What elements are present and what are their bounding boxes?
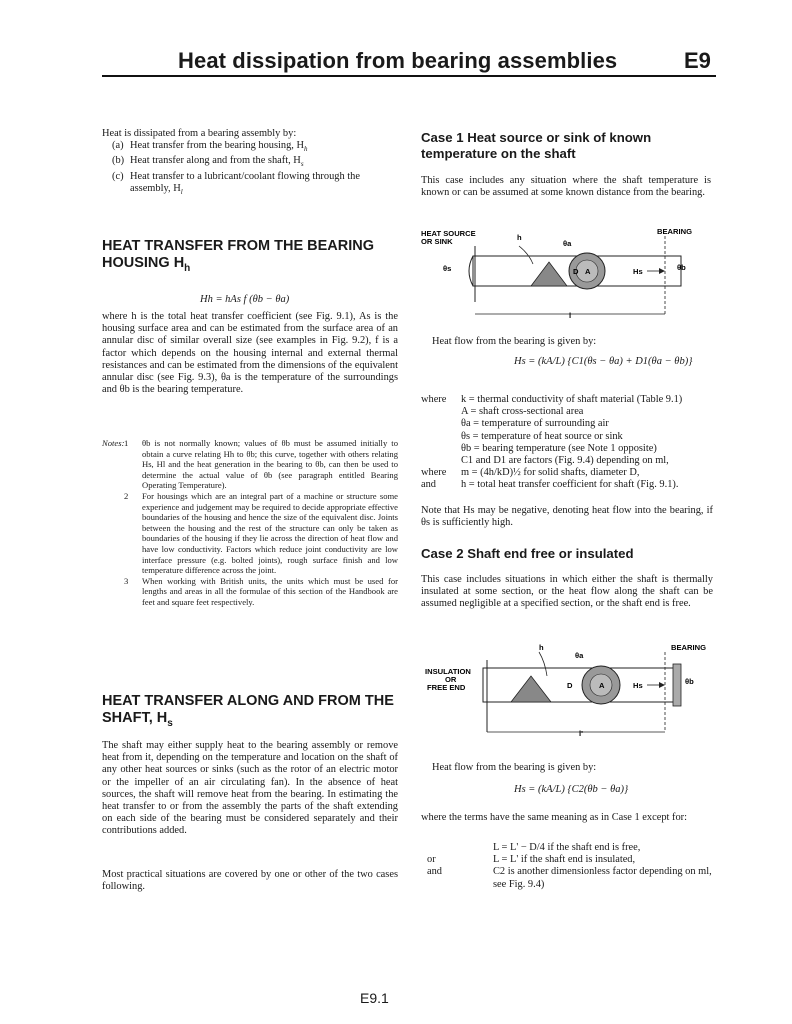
section-code: E9 — [684, 48, 711, 73]
figure-case2-diagram — [421, 640, 713, 740]
page-title: Heat dissipation from bearing assemblies — [178, 48, 618, 73]
case2-definitions — [421, 842, 713, 891]
case1-paragraph: This case includes any situation where the shaft temperature is known or can be assumed at some known distance from the bearing. — [421, 175, 711, 199]
note-item: 2 For housings which are an integral part of a machine or structure some experience and judgement may be required to decide appropriate effective boundaries of the housing and hence the size of the equivalent disc. Joints between the housing and the rest of the structure can only be taken as boundaries of the housing if they lie across the direction of heat flow and have low conductivity. Factors which reduce joint conductivity are low interface pressure (e.g. bolted joints), rough surface finish and low temperature difference across the joint. — [124, 490, 398, 576]
definition-item: and h = total heat transfer coefficient for shaft (Fig. 9.1). — [421, 479, 679, 491]
shaft-paragraph: The shaft may either supply heat to the bearing assembly or remove heat from it, depending on the temperature and location on the shaft of any other heat sources or sinks (such as the rotor of an electric motor or the impeller of an air circulating fan). In the absence of heat sources, the shaft will remove heat from the bearing. In estimating the heat transfer to or from the assembly the parts of the shaft extending on each side of the bearing must be considered separately and their contributions added. — [102, 740, 398, 837]
section-heading-shaft: HEAT TRANSFER ALONG AND FROM THE SHAFT, $H_s$ — [102, 693, 394, 729]
definition-item: where m = (4h/kD)½ for solid shafts, diameter D, — [421, 467, 640, 479]
fig1-label-theta-a: θa — [563, 239, 572, 248]
case2-heading: Case 2 Shaft end free or insulated — [421, 546, 634, 561]
definition-item: θa = temperature of surrounding air — [461, 418, 609, 430]
definition-item: θs = temperature of heat source or sink — [461, 430, 623, 442]
fig1-label-hs: Hs — [633, 267, 643, 276]
definition-item: θb = bearing temperature (see Note 1 opposite) — [461, 442, 657, 454]
case1-heading: Case 1 Heat source or sink of known temperature on the shaft — [421, 130, 652, 161]
case2-equation: Hs = (kA/L) {C2(θb − θa)} — [514, 784, 629, 795]
case1-definitions — [421, 394, 713, 492]
page-number: E9.1 — [360, 990, 389, 1006]
case1-flow-text: Heat flow from the bearing is given by: — [432, 336, 597, 347]
header-rule — [102, 75, 716, 77]
fig1-label-l: l — [569, 311, 572, 320]
fig1-label-a: A — [585, 267, 591, 276]
note-item: 3 When working with British units, the units which must be used for lengths and areas in all the formulae of this section of the Handbook are feet and square feet respectively. — [124, 575, 398, 607]
fig1-label-bearing: BEARING — [657, 227, 693, 236]
housing-equation: Hh = hAs f (θb − θa) — [200, 294, 290, 305]
case1-equation: Hs = (kA/L) {C1(θs − θa) + D1(θa − θb)} — [514, 356, 693, 367]
definition-item: and C2 is another dimensionless factor depending on ml, see Fig. 9.4) — [427, 866, 712, 890]
housing-paragraph: where h is the total heat transfer coefficient (see Fig. 9.1), As is the housing surface area and can be estimated from the surface area of an annular disc of similar overall size (see examples in Fig. 9.2), f is a factor which depends on the housing internal and external thermal resistances and can be estimated from the dimensions of the equivalent annular disc (see Fig. 9.3), θa is the temperature of the surroundings and θb is the bearing temperature. — [102, 311, 398, 396]
definition-item: C1 and D1 are factors (Fig. 9.4) depending on ml, — [461, 455, 669, 467]
fig2-label-bearing: BEARING — [671, 643, 707, 652]
figure-case1 — [421, 224, 713, 324]
fig2-label-theta-b: θb — [685, 677, 694, 686]
definition-item: A = shaft cross-sectional area — [461, 406, 584, 418]
case2-where: where the terms have the same meaning as in Case 1 except for: — [421, 812, 688, 823]
intro-text: Heat is dissipated from a bearing assembly by: — [102, 128, 297, 139]
fig1-label-h: h — [517, 233, 522, 242]
fig2-label-hs: Hs — [633, 681, 643, 690]
intro-block — [102, 128, 398, 198]
shaft-paragraph-2: Most practical situations are covered by one or other of the two cases following. — [102, 869, 398, 893]
fig1-label-sink: OR SINK — [421, 237, 453, 246]
fig1-label-theta-b: θb — [677, 263, 686, 272]
definition-item: L = L' − D/4 if the shaft end is free, — [493, 842, 641, 853]
intro-item: (c) Heat transfer to a lubricant/coolant flowing through the assembly, $H_l$ — [112, 170, 360, 197]
figure-case1-diagram — [421, 224, 713, 324]
fig2-label-theta-a: θa — [575, 651, 584, 660]
fig2-label-h: h — [539, 643, 544, 652]
notes-block — [102, 438, 398, 608]
fig2-label-d: D — [567, 681, 573, 690]
case2-paragraph: This case includes situations in which either the shaft is thermally insulated at some section, or the heat flow along the shaft can be assumed negligible at a specified section, or the shaft end is free. — [421, 574, 713, 610]
fig2-label-a: A — [599, 681, 605, 690]
fig2-label-insulation: INSULATION — [425, 667, 471, 676]
note-item: Notes: 1 θb is not normally known; values of θb must be assumed initially to obtain a curve relating Hh to θb; this curve, together with others relating Hs, Hl and the heat generation in the bearing to θb, can then be used to determine the actual value of θb (see paragraph entitled Bearing Operating Temperature). — [102, 438, 398, 491]
fig1-label-theta-s: θs — [443, 264, 452, 273]
figure-case2 — [421, 640, 713, 740]
fig2-label-free-end: FREE END — [427, 683, 466, 692]
fig1-label-source: HEAT SOURCE — [421, 229, 476, 238]
intro-item: (b) Heat transfer along and from the shaft, $H_s$ — [112, 155, 304, 169]
intro-item: (a) Heat transfer from the bearing housing, $H_h$ — [112, 140, 308, 154]
definition-item: or L = L' if the shaft end is insulated, — [427, 854, 636, 866]
definition-item: where k = thermal conductivity of shaft material (Table 9.1) — [421, 394, 683, 405]
fig2-label-or: OR — [445, 675, 457, 684]
fig2-label-l: l' — [579, 729, 583, 738]
case2-flow-text: Heat flow from the bearing is given by: — [432, 762, 597, 773]
case1-note: Note that Hs may be negative, denoting heat flow into the bearing, if θs is sufficiently high. — [421, 505, 713, 529]
section-heading-housing: HEAT TRANSFER FROM THE BEARING HOUSING $H_h$ — [102, 238, 375, 274]
fig1-label-d: D — [573, 267, 579, 276]
